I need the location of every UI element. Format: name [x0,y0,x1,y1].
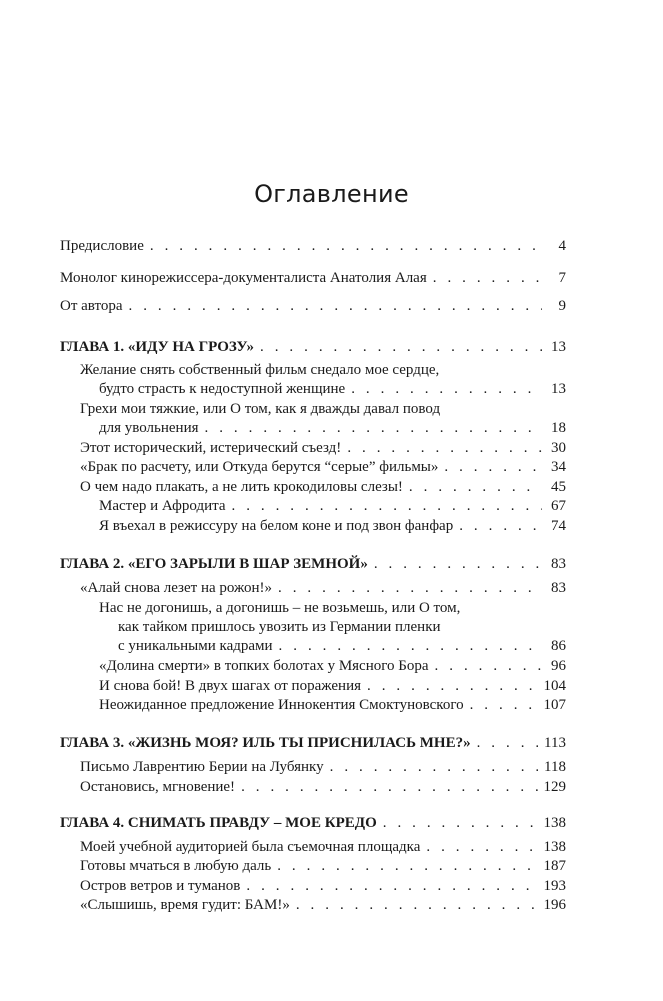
toc-entry[interactable] [80,878,566,895]
entry-page: 67 [551,498,566,514]
toc-entry[interactable] [80,440,566,457]
chapter-page: 83 [551,556,566,572]
toc-entry[interactable] [99,678,566,695]
dot-leader [330,759,538,776]
dot-leader [241,779,537,796]
dot-leader [347,440,542,457]
entry-page: 196 [543,897,566,913]
entry-title: Я въехал в режиссуру на белом коне и под звон фанфар [99,518,454,534]
toc-entry[interactable] [80,459,566,476]
dot-leader [459,518,542,535]
entry-title: И снова бой! В двух шагах от поражения [99,678,362,694]
chapter-title: ГЛАВА 3. «ЖИЗНЬ МОЯ? ИЛЬ ТЫ ПРИСНИЛАСЬ МНЕ?» [60,735,471,751]
entry-page: 34 [551,459,566,475]
entry-title: «Слышишь, время гудит: БАМ!» [80,897,290,913]
toc-entry[interactable] [99,697,566,714]
entry-page: 30 [551,440,566,456]
entry-page: 96 [551,658,566,674]
dot-leader [129,298,542,315]
entry-title: для увольнения [99,420,199,436]
toc-entry-line[interactable]: Грехи мои тяжкие, или О том, как я дважды давал повод [80,401,441,417]
entry-page: 138 [543,839,566,855]
entry-title: «Долина смерти» в топких болотах у Мясного Бора [99,658,429,674]
toc-chapter-2[interactable] [60,556,566,573]
dot-leader [374,556,542,573]
toc-entry-from-author[interactable] [60,298,566,315]
entry-page: 118 [544,759,566,775]
entry-title: Предисловие [60,238,144,254]
entry-title: Письмо Лаврентию Берии на Лубянку [80,759,324,775]
dot-leader [409,479,542,496]
entry-title: О чем надо плакать, а не лить крокодиловы слезы! [80,479,403,495]
page-title: Оглавление [254,180,409,208]
dot-leader [426,839,537,856]
dot-leader [383,815,538,832]
toc-entry[interactable] [80,759,566,776]
entry-title: Остров ветров и туманов [80,878,241,894]
dot-leader [433,270,542,287]
toc-entry[interactable] [99,498,566,515]
entry-page: 104 [543,678,566,694]
dot-leader [279,638,542,655]
toc-entry-line[interactable]: Желание снять собственный фильм снедало мое сердце, [80,362,440,378]
entry-title: будто страсть к недоступной женщине [99,381,346,397]
toc-entry[interactable] [99,518,566,535]
entry-page: 74 [551,518,566,534]
toc-entry[interactable] [80,479,566,496]
dot-leader [232,498,543,515]
dot-leader [277,858,537,875]
dot-leader [260,339,542,356]
entry-title: Монолог кинорежиссера-документалиста Анатолия Алая [60,270,427,286]
toc-entry-monologue[interactable] [60,270,566,287]
entry-title: «Алай снова лезет на рожон!» [80,580,273,596]
entry-title: Мастер и Афродита [99,498,226,514]
toc-entry-preface[interactable] [60,238,566,255]
chapter-title: ГЛАВА 1. «ИДУ НА ГРОЗУ» [60,339,255,355]
toc-entry[interactable] [99,381,566,398]
entry-page: 193 [543,878,566,894]
dot-leader [470,697,538,714]
entry-page: 4 [558,238,566,254]
toc-entry[interactable] [80,839,566,856]
dot-leader [150,238,542,255]
dot-leader [296,897,538,914]
toc-entry-line[interactable]: как тайком пришлось увозить из Германии пленки [118,619,441,635]
toc-entry[interactable] [80,897,566,914]
dot-leader [477,735,538,752]
dot-leader [351,381,542,398]
entry-title: с уникальными кадрами [118,638,273,654]
entry-title: Остановись, мгновение! [80,779,236,795]
chapter-page: 13 [551,339,566,355]
entry-page: 18 [551,420,566,436]
toc-entry[interactable] [118,638,566,655]
dot-leader [444,459,542,476]
entry-page: 9 [558,298,566,314]
chapter-page: 138 [543,815,566,831]
toc-entry[interactable] [99,658,566,675]
dot-leader [435,658,542,675]
entry-title: От автора [60,298,123,314]
entry-title: Моей учебной аудиторией была съемочная площадка [80,839,421,855]
entry-page: 13 [551,381,566,397]
entry-page: 187 [543,858,566,874]
dot-leader [205,420,542,437]
entry-title: Неожиданное предложение Иннокентия Смоктуновского [99,697,464,713]
dot-leader [246,878,537,895]
chapter-page: 113 [544,735,566,751]
chapter-title: ГЛАВА 2. «ЕГО ЗАРЫЛИ В ШАР ЗЕМНОЙ» [60,556,368,572]
chapter-title: ГЛАВА 4. СНИМАТЬ ПРАВДУ – МОЕ КРЕДО [60,815,377,831]
entry-page: 129 [543,779,566,795]
entry-page: 45 [551,479,566,495]
entry-page: 107 [543,697,566,713]
entry-page: 86 [551,638,566,654]
toc-chapter-1[interactable] [60,339,566,356]
dot-leader [278,580,542,597]
toc-entry-line[interactable]: Нас не догонишь, а догонишь – не возьмешь, или О том, [99,600,461,616]
toc-entry[interactable] [80,858,566,875]
entry-page: 83 [551,580,566,596]
entry-title: «Брак по расчету, или Откуда берутся “серые” фильмы» [80,459,439,475]
toc-entry[interactable] [80,779,566,796]
toc-entry[interactable] [99,420,566,437]
entry-title: Этот исторический, истерический съезд! [80,440,342,456]
toc-chapter-4[interactable] [60,815,566,832]
toc-entry[interactable] [80,580,566,597]
entry-title: Готовы мчаться в любую даль [80,858,272,874]
entry-page: 7 [558,270,566,286]
toc-chapter-3[interactable] [60,735,566,752]
dot-leader [367,678,537,695]
